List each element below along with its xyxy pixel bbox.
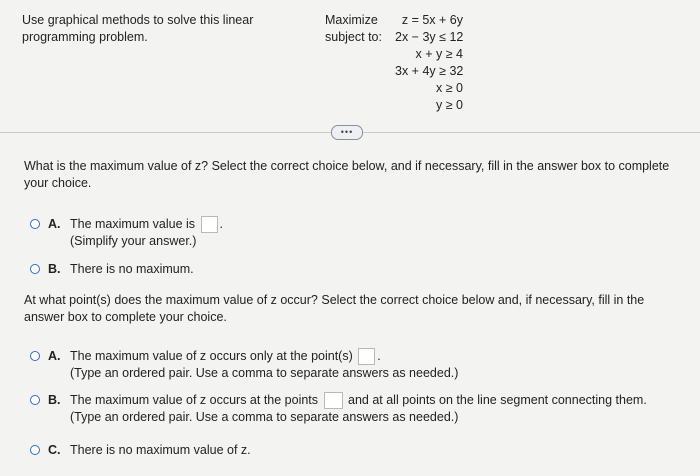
choice-letter: B. bbox=[48, 262, 61, 276]
radio-button[interactable] bbox=[30, 351, 40, 361]
question-1-prompt: What is the maximum value of z? Select the correct choice below, and if necessary, fill in the answer box to complete your choice. bbox=[24, 159, 670, 190]
answer-box[interactable] bbox=[358, 348, 375, 365]
constraint: x + y ≥ 4 bbox=[415, 47, 463, 61]
q1-choice-a[interactable] bbox=[30, 216, 690, 250]
constraint: x ≥ 0 bbox=[435, 81, 463, 95]
choice-letter: C. bbox=[48, 443, 61, 457]
q2-choice-c[interactable] bbox=[30, 442, 690, 459]
radio-button[interactable] bbox=[30, 445, 40, 455]
radio-button[interactable] bbox=[30, 264, 40, 274]
choice-letter: A. bbox=[48, 217, 61, 231]
more-button[interactable]: ••• bbox=[331, 125, 363, 140]
q2-choice-b[interactable] bbox=[30, 392, 690, 426]
answer-box[interactable] bbox=[201, 216, 218, 233]
radio-button[interactable] bbox=[30, 395, 40, 405]
answer-box[interactable] bbox=[324, 392, 343, 409]
maximize-label: Maximize bbox=[325, 13, 378, 27]
question-2-prompt: At what point(s) does the maximum value of z occur? Select the correct choice below and, if necessary, fill in the answer box to complete your choice. bbox=[24, 293, 645, 324]
problem-instructions: Use graphical methods to solve this linear programming problem. bbox=[22, 13, 254, 44]
choice-hint: (Type an ordered pair. Use a comma to separate answers as needed.) bbox=[70, 410, 459, 425]
choice-text: There is no maximum. bbox=[70, 262, 194, 276]
choice-suffix: . bbox=[219, 217, 224, 231]
choice-letter: A. bbox=[48, 349, 61, 363]
subject-to-label: subject to: bbox=[325, 30, 382, 44]
constraint: 3x + 4y ≥ 32 bbox=[395, 64, 464, 78]
choice-letter: B. bbox=[48, 393, 61, 407]
constraint: 2x − 3y ≤ 12 bbox=[395, 30, 464, 44]
q2-choice-a[interactable] bbox=[30, 348, 690, 382]
constraint: y ≥ 0 bbox=[435, 98, 463, 112]
objective-labels bbox=[325, 12, 382, 46]
radio-button[interactable] bbox=[30, 219, 40, 229]
choice-text-continued: and at all points on the line segment connecting them. bbox=[348, 393, 647, 407]
objective-function: z = 5x + 6y bbox=[401, 13, 463, 27]
choice-text: There is no maximum value of z. bbox=[70, 443, 251, 457]
choice-text: The maximum value of z occurs only at the point(s) bbox=[70, 349, 353, 363]
q1-choice-b[interactable] bbox=[30, 261, 690, 278]
lp-problem bbox=[395, 12, 463, 114]
choice-text: The maximum value of z occurs at the points bbox=[70, 393, 319, 407]
choice-hint: (Type an ordered pair. Use a comma to separate answers as needed.) bbox=[70, 366, 459, 381]
choice-hint: (Simplify your answer.) bbox=[70, 234, 197, 249]
choice-text: The maximum value is bbox=[70, 217, 196, 231]
choice-suffix: . bbox=[377, 349, 381, 363]
